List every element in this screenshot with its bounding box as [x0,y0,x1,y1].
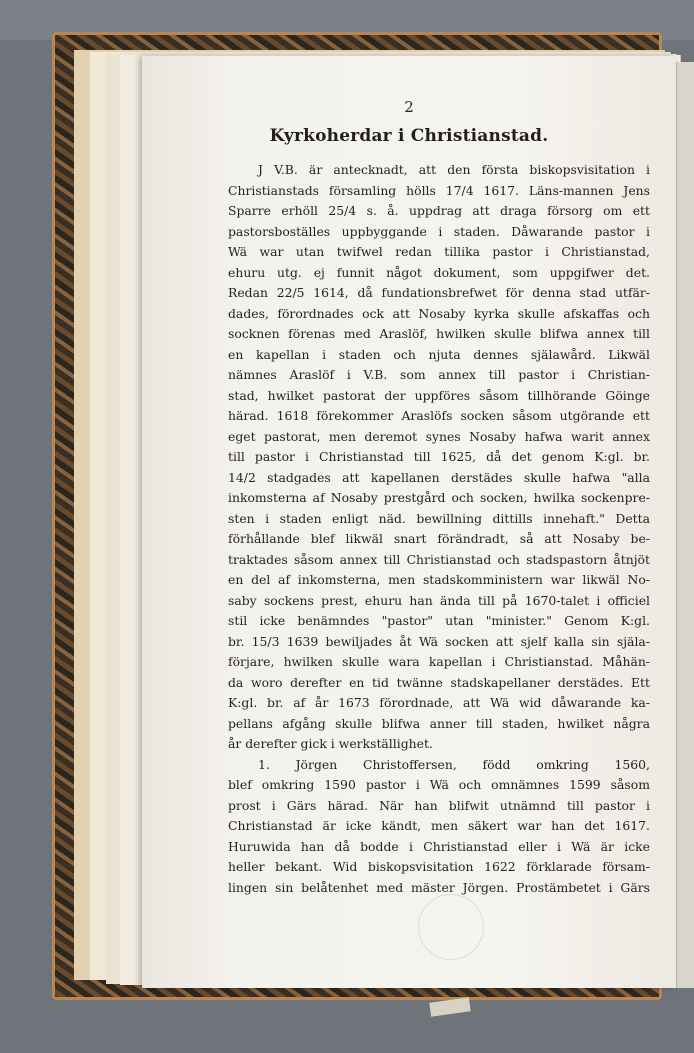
text-line: pastorsboställes uppbyggande i staden. Dåwarande pastor i [228,223,650,239]
text-line: socknen förenas med Araslöf, hwilken skulle blifwa annex till [228,326,650,341]
page-title: Kyrkoherdar i Christianstad. [269,126,549,146]
entry-text-line: heller bekant. Wid biskopsvisitation 1622 förklarade försam- [228,859,650,874]
text-line: K:gl. br. af år 1673 förordnade, att Wä wid dåwarande ka- [228,695,650,710]
text-line: ehuru utg. ej funnit något dokument, som uppgifwer det. [228,264,650,280]
entry-text-line: prost i Gärs härad. När han blifwit utnämnd till pastor i [228,797,650,813]
text-line: sten i staden enligt näd. bewillning dittills innehaft." Detta [228,510,650,526]
text-line: J V.B. är antecknadt, att den första biskopsvisitation i [258,162,650,177]
entry-text-line: Huruwida han då bodde i Christianstad eller i Wä är icke [228,838,650,854]
bookmark-ribbon [429,997,471,1016]
text-line: stil icke benämndes "pastor" utan "minister." Genom K:gl. [228,613,650,628]
text-line: Sparre erhöll 25/4 s. å. uppdrag att draga försorg om ett [228,203,650,218]
text-line: till pastor i Christianstad till 1625, då det genom K:gl. br. [228,449,650,464]
entry-heading-line: 1. Jörgen Christoffersen, född omkring 1560, [258,756,650,772]
text-line: eget pastorat, men deremot synes Nosaby hafwa warit annex [228,428,650,444]
text-line: nämnes Araslöf i V.B. som annex till pastor i Christian- [228,367,650,382]
text-line: traktades såsom annex till Christianstad och stadspastorn åtnjöt [228,551,650,567]
text-line: härad. 1618 förekommer Araslöfs socken såsom utgörande ett [228,408,650,423]
text-line: stad, hwilket pastorat der uppföres såsom tillhörande Göinge [228,387,650,403]
library-stamp [418,894,484,960]
text-line: inkomsterna af Nosaby prestgård och socken, hwilka sockenpre- [228,490,650,505]
text-line: förjare, hwilken skulle wara kapellan i Christianstad. Måhän- [228,654,650,669]
text-line: pellans afgång skulle blifwa anner till staden, hwilket några [228,715,650,731]
text-line: Redan 22/5 1614, då fundationsbrefwet för denna stad utfär- [228,285,650,300]
entry-text-line: lingen sin belåtenhet med mäster Jörgen. Prostämbetet i Gärs [228,879,650,895]
text-line: da woro derefter en tid twänne stadskapellaner derstädes. Ett [228,674,650,690]
text-line: Christianstads församling hölls 17/4 1617. Läns-mannen Jens [228,182,650,198]
text-line: förhållande blef likwäl snart förändradt, så att Nosaby be- [228,531,650,546]
book-page [142,56,676,988]
entry-text-line: blef omkring 1590 pastor i Wä och omnämnes 1599 såsom [228,777,650,792]
body-text [228,160,650,898]
text-line: år derefter gick i werkställighet. [228,736,433,751]
text-line: en kapellan i staden och njuta dennes själawård. Likwäl [228,346,650,362]
text-line: en del af inkomsterna, men stadskomministern war likwäl No- [228,572,650,587]
text-line: dades, förordnades ock att Nosaby kyrka skulle afskaffas och [228,305,650,321]
text-line: br. 15/3 1639 bewiljades åt Wä socken att sjelf kalla sin själa- [228,633,650,649]
text-line: 14/2 stadgades att kapellanen derstädes skulle hafwa "alla [228,469,650,485]
entry-text-line: Christianstad är icke kändt, men säkert war han det 1617. [228,818,650,833]
facing-page-edge [676,62,694,988]
text-line: saby sockens prest, ehuru han ända till på 1670-talet i officiel [228,592,650,608]
page-number: 2 [404,98,414,116]
text-line: Wä war utan twifwel redan tillika pastor i Christianstad, [228,244,650,259]
